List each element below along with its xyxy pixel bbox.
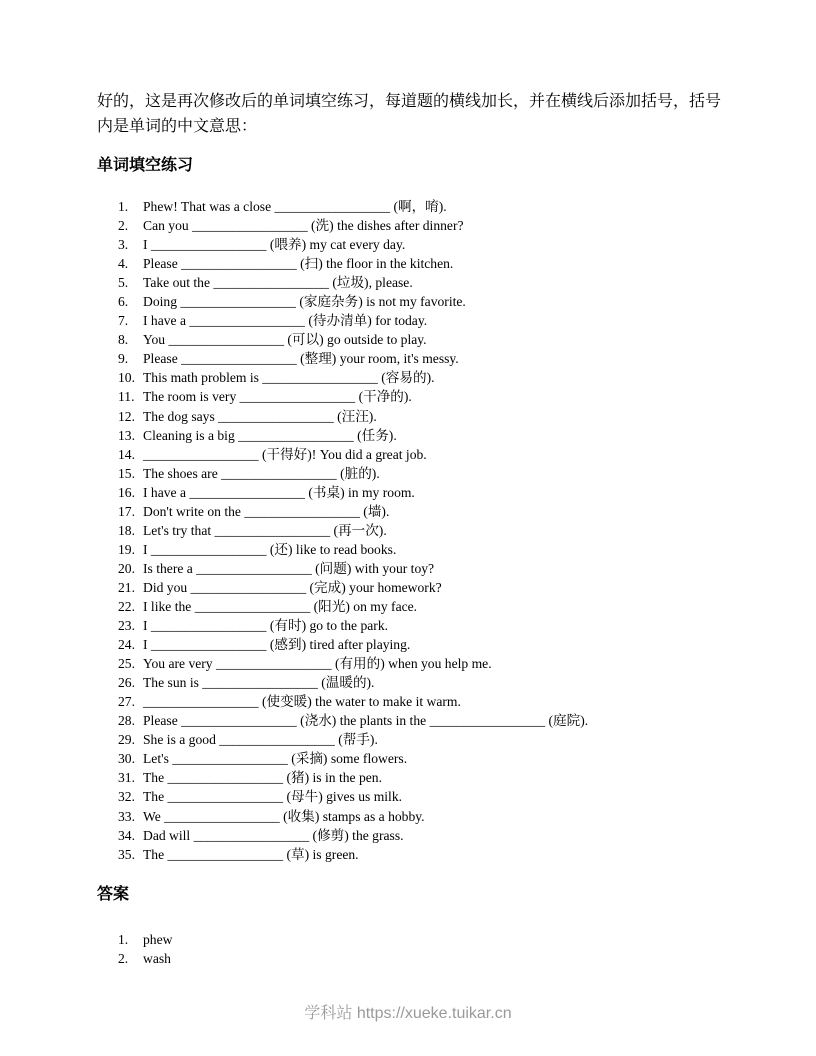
exercise-item <box>118 235 720 254</box>
exercise-item <box>118 273 720 292</box>
item-number: 34. <box>118 827 135 843</box>
exercise-item <box>118 197 720 216</box>
item-text: _________________ (干得好)! You did a great job. <box>143 446 427 462</box>
exercise-item <box>118 464 720 483</box>
exercise-item <box>118 540 720 559</box>
exercise-item <box>118 483 720 502</box>
item-number: 2. <box>118 950 129 966</box>
exercise-item <box>118 787 720 806</box>
exercise-item <box>118 654 720 673</box>
exercise-item <box>118 311 720 330</box>
exercise-item <box>118 426 720 445</box>
item-number: 32. <box>118 789 135 805</box>
exercise-item <box>118 692 720 711</box>
item-number: 1. <box>118 199 129 214</box>
item-text: This math problem is _________________ (容易的). <box>143 370 435 386</box>
item-number: 4. <box>118 256 129 272</box>
item-text: We _________________ (收集) stamps as a hobby. <box>143 808 425 824</box>
answers-heading: 答案 <box>97 885 130 903</box>
item-text: You are very _________________ (有用的) when you help me. <box>143 656 492 672</box>
item-text: I _________________ (感到) tired after playing. <box>143 637 411 653</box>
item-text: The room is very _________________ (干净的). <box>143 389 412 405</box>
item-text: Can you _________________ (洗) the dishes after dinner? <box>143 218 464 234</box>
answers-list <box>118 930 720 968</box>
item-text: The shoes are _________________ (脏的). <box>143 465 380 481</box>
item-number: 19. <box>118 541 135 557</box>
exercise-item <box>118 330 720 349</box>
item-number: 22. <box>118 598 135 614</box>
item-text: Phew! That was a close _________________ (啊，唷). <box>143 199 447 214</box>
item-text: Please _________________ (浇水) the plants in the _________________ (庭院). <box>143 713 589 729</box>
item-text: _________________ (使变暖) the water to make it warm. <box>143 694 461 710</box>
item-number: 12. <box>118 408 135 424</box>
intro-paragraph: 好的，这是再次修改后的单词填空练习，每道题的横线加长，并在横线后添加括号，括号内是单词的中文意思： <box>97 93 722 135</box>
exercise-item <box>118 597 720 616</box>
item-text: Let's try that _________________ (再一次). <box>143 522 387 538</box>
exercise-item <box>118 807 720 826</box>
item-number: 1. <box>118 931 129 947</box>
exercise-item <box>118 616 720 635</box>
exercise-item <box>118 768 720 787</box>
item-text: wash <box>143 950 171 966</box>
item-number: 16. <box>118 484 135 500</box>
exercise-item <box>118 749 720 768</box>
exercise-heading: 单词填空练习 <box>97 157 194 174</box>
item-text: Did you _________________ (完成) your homework? <box>143 579 442 595</box>
item-number: 27. <box>118 694 135 710</box>
item-number: 18. <box>118 522 135 538</box>
item-text: The _________________ (猪) is in the pen. <box>143 770 382 786</box>
item-number: 30. <box>118 751 135 767</box>
item-text: Is there a _________________ (问题) with your toy? <box>143 560 435 576</box>
item-text: She is a good _________________ (帮手). <box>143 732 378 748</box>
footer-watermark <box>0 1000 816 1023</box>
item-number: 3. <box>118 237 129 253</box>
exercise-item <box>118 730 720 749</box>
item-text: Don't write on the _________________ (墙). <box>143 503 390 519</box>
exercise-item <box>118 845 720 864</box>
exercise-item <box>118 711 720 730</box>
item-number: 13. <box>118 427 135 443</box>
item-number: 7. <box>118 313 129 329</box>
item-text: I have a _________________ (书桌) in my room. <box>143 484 415 500</box>
item-text: The _________________ (草) is green. <box>143 846 359 862</box>
item-text: Let's _________________ (采摘) some flowers. <box>143 751 408 767</box>
item-number: 21. <box>118 579 135 595</box>
item-number: 5. <box>118 275 129 291</box>
item-number: 10. <box>118 370 135 386</box>
exercise-item <box>118 445 720 464</box>
item-number: 17. <box>118 503 135 519</box>
item-text: Please _________________ (整理) your room, it's messy. <box>143 351 459 367</box>
item-text: The dog says _________________ (汪汪). <box>143 408 377 424</box>
item-text: I _________________ (喂养) my cat every day. <box>143 237 406 253</box>
item-number: 14. <box>118 446 135 462</box>
item-number: 15. <box>118 465 135 481</box>
exercise-item <box>118 407 720 426</box>
item-number: 25. <box>118 656 135 672</box>
item-number: 33. <box>118 808 135 824</box>
exercise-item <box>118 673 720 692</box>
answer-item <box>118 949 720 968</box>
item-number: 24. <box>118 637 135 653</box>
exercise-item <box>118 578 720 597</box>
footer-text: 学科站 https://xueke.tuikar.cn <box>304 1005 512 1022</box>
item-number: 2. <box>118 218 129 234</box>
item-text: Doing _________________ (家庭杂务) is not my favorite. <box>143 294 466 310</box>
exercise-item <box>118 349 720 368</box>
item-number: 9. <box>118 351 129 367</box>
exercise-list <box>118 197 720 864</box>
item-text: Please _________________ (扫) the floor in the kitchen. <box>143 256 454 272</box>
item-number: 6. <box>118 294 129 310</box>
item-number: 11. <box>118 389 135 405</box>
item-number: 28. <box>118 713 135 729</box>
item-text: phew <box>143 931 173 947</box>
item-text: I _________________ (还) like to read books. <box>143 541 397 557</box>
exercise-item <box>118 559 720 578</box>
item-text: The _________________ (母牛) gives us milk. <box>143 789 403 805</box>
exercise-item <box>118 254 720 273</box>
item-number: 8. <box>118 332 129 348</box>
item-text: I _________________ (有时) go to the park. <box>143 618 389 634</box>
item-number: 29. <box>118 732 135 748</box>
answer-item <box>118 930 720 949</box>
exercise-item <box>118 635 720 654</box>
exercise-item <box>118 216 720 235</box>
exercise-item <box>118 521 720 540</box>
exercise-item <box>118 292 720 311</box>
item-number: 20. <box>118 560 135 576</box>
item-text: Cleaning is a big _________________ (任务). <box>143 427 397 443</box>
item-text: I like the _________________ (阳光) on my face. <box>143 598 418 614</box>
item-text: Dad will _________________ (修剪) the grass. <box>143 827 404 843</box>
item-text: You _________________ (可以) go outside to play. <box>143 332 427 348</box>
item-number: 35. <box>118 846 135 862</box>
exercise-item <box>118 826 720 845</box>
item-number: 31. <box>118 770 135 786</box>
item-text: The sun is _________________ (温暖的). <box>143 675 375 691</box>
item-text: Take out the _________________ (垃圾), please. <box>143 275 413 291</box>
item-text: I have a _________________ (待办清单) for today. <box>143 313 428 329</box>
exercise-item <box>118 368 720 387</box>
item-number: 23. <box>118 618 135 634</box>
exercise-item <box>118 502 720 521</box>
exercise-item <box>118 387 720 406</box>
item-number: 26. <box>118 675 135 691</box>
